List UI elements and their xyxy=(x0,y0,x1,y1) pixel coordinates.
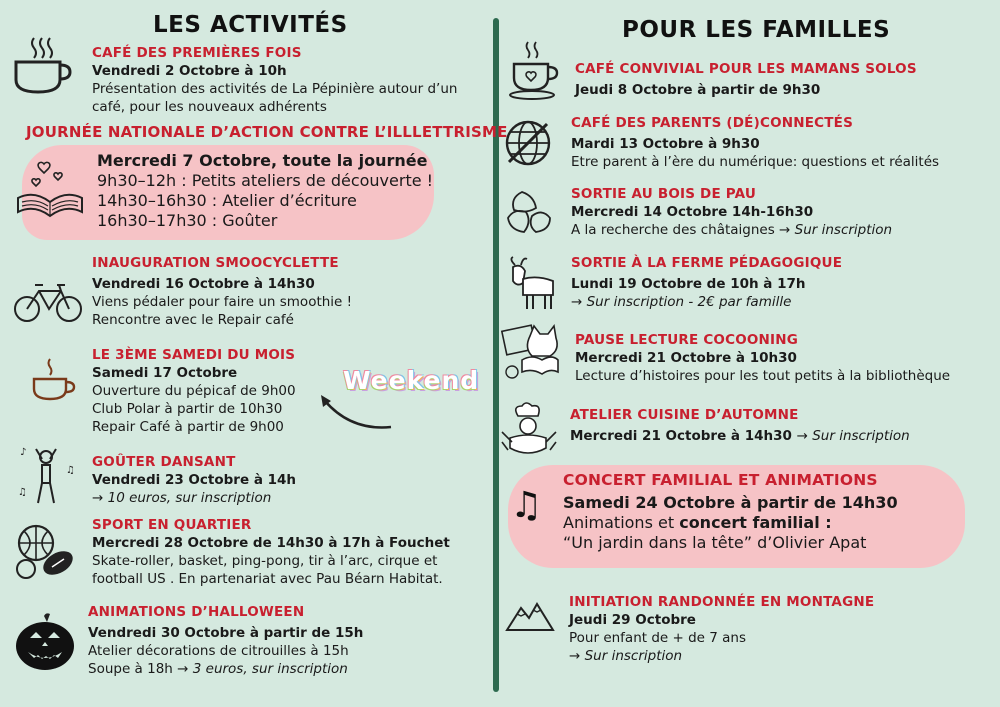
event-title: PAUSE LECTURE COCOONING xyxy=(575,332,799,348)
column-divider xyxy=(493,18,499,692)
event-line: Présentation des activités de La Pépinière autour d’un xyxy=(92,81,458,97)
coffee-cup-icon xyxy=(10,34,72,96)
event-title-illettrisme: JOURNÉE NATIONALE D’ACTION CONTRE L’ILLLETTRISME xyxy=(26,123,508,141)
event-line: 14h30–16h30 : Atelier d’écriture xyxy=(97,191,357,210)
chef-cooking-icon xyxy=(500,402,558,460)
left-heading: LES ACTIVITÉS xyxy=(153,12,348,38)
event-line: Atelier décorations de citrouilles à 15h xyxy=(88,643,349,659)
chestnuts-icon xyxy=(504,188,554,236)
event-title: CONCERT FAMILIAL ET ANIMATIONS xyxy=(563,471,878,489)
cat-reading-icon xyxy=(500,320,562,382)
goat-icon xyxy=(505,255,561,313)
event-title: SORTIE À LA FERME PÉDAGOGIQUE xyxy=(571,255,843,271)
dancing-person-icon xyxy=(16,443,78,507)
weekend-label: Weekend xyxy=(343,366,480,395)
event-date: Mercredi 7 Octobre, toute la journée xyxy=(97,151,428,170)
event-ferme-pedagogique xyxy=(571,255,842,311)
event-title: ATELIER CUISINE D’AUTOMNE xyxy=(570,407,799,423)
event-date: Samedi 17 Octobre xyxy=(92,365,238,381)
event-note: → Sur inscription xyxy=(569,648,683,664)
event-line: Skate-roller, basket, ping-pong, tir à l’arc, cirque et xyxy=(92,553,438,569)
event-line: Repair Café à partir de 9h00 xyxy=(92,419,284,435)
curved-arrow-icon xyxy=(315,393,395,433)
event-date: Vendredi 2 Octobre à 10h xyxy=(92,63,287,79)
event-line-plain: Soupe à 18h xyxy=(88,661,178,677)
event-line: Lecture d’histoires pour les tout petits à la bibliothèque xyxy=(575,368,951,384)
event-randonnee xyxy=(569,594,874,665)
event-title: INAUGURATION SMOOCYCLETTE xyxy=(92,255,339,271)
event-date: Mercredi 28 Octobre de 14h30 à 17h à Fouchet xyxy=(92,535,450,551)
event-date: Jeudi 29 Octobre xyxy=(569,612,696,628)
event-title: SPORT EN QUARTIER xyxy=(92,517,252,533)
event-sport-quartier xyxy=(92,517,450,588)
pumpkin-icon xyxy=(14,612,76,672)
event-gouter-dansant xyxy=(92,454,296,507)
event-bois-de-pau xyxy=(571,186,892,239)
event-date: Vendredi 16 Octobre à 14h30 xyxy=(92,276,315,292)
svg-text:♫: ♫ xyxy=(66,465,75,476)
event-illettrisme xyxy=(97,151,433,231)
event-line: Rencontre avec le Repair café xyxy=(92,312,294,328)
no-internet-globe-icon xyxy=(503,118,553,168)
event-date: Jeudi 8 Octobre à partir de 9h30 xyxy=(575,82,821,98)
mountains-icon xyxy=(505,600,555,632)
event-line: football US . En partenariat avec Pau Béarn Habitat. xyxy=(92,571,443,587)
open-book-hearts-icon xyxy=(14,158,86,222)
event-line xyxy=(571,221,892,239)
event-title: SORTIE AU BOIS DE PAU xyxy=(571,186,757,202)
event-line: Etre parent à l’ère du numérique: questions et réalités xyxy=(571,154,940,170)
event-note: → Sur inscription xyxy=(796,428,910,444)
event-3eme-samedi xyxy=(92,347,296,436)
event-date: Vendredi 30 Octobre à partir de 15h xyxy=(88,625,364,641)
svg-text:♫: ♫ xyxy=(18,487,27,498)
event-date: Mercredi 21 Octobre à 14h30 xyxy=(570,428,797,444)
event-date: Vendredi 23 Octobre à 14h xyxy=(92,472,297,488)
event-line-bold: concert familial : xyxy=(679,513,832,532)
event-pause-lecture xyxy=(575,332,950,385)
music-notes-icon: ♫ xyxy=(510,485,543,526)
event-line xyxy=(88,660,363,678)
event-parents-deconnectes xyxy=(571,115,939,171)
event-halloween xyxy=(88,604,363,678)
event-line-plain: A la recherche des châtaignes xyxy=(571,222,780,238)
event-title: CAFÉ DES PREMIÈRES FOIS xyxy=(92,45,302,61)
event-cafe-premieres-fois xyxy=(92,45,457,116)
coffee-cup-icon xyxy=(30,355,80,405)
event-line: 9h30–12h : Petits ateliers de découverte ! xyxy=(97,171,434,190)
event-note: → 3 euros, sur inscription xyxy=(177,661,348,677)
event-date: Mercredi 14 Octobre 14h-16h30 xyxy=(571,204,814,220)
event-line: café, pour les nouveaux adhérents xyxy=(92,99,327,115)
event-title: ANIMATIONS D’HALLOWEEN xyxy=(88,604,305,620)
event-title: CAFÉ DES PARENTS (DÉ)CONNECTÉS xyxy=(571,115,854,131)
event-date: Mardi 13 Octobre à 9h30 xyxy=(571,136,760,152)
svg-text:♪: ♪ xyxy=(20,447,27,458)
event-note: → 10 euros, sur inscription xyxy=(92,490,272,506)
sports-balls-icon xyxy=(14,523,78,581)
right-heading: POUR LES FAMILLES xyxy=(622,17,891,43)
event-date: Samedi 24 Octobre à partir de 14h30 xyxy=(563,493,898,512)
event-mamans-solos xyxy=(575,61,917,99)
event-date: Lundi 19 Octobre de 10h à 17h xyxy=(571,276,806,292)
event-title: INITIATION RANDONNÉE EN MONTAGNE xyxy=(569,594,875,610)
event-line xyxy=(570,427,910,445)
event-title: LE 3ÈME SAMEDI DU MOIS xyxy=(92,347,296,363)
event-line: “Un jardin dans la tête” d’Olivier Apat xyxy=(563,533,867,552)
coffee-cup-heart-icon xyxy=(508,40,564,102)
event-title: GOÛTER DANSANT xyxy=(92,454,236,470)
event-line-plain: Animations et xyxy=(563,513,680,532)
event-smoocyclette xyxy=(92,255,352,329)
event-date: Mercredi 21 Octobre à 10h30 xyxy=(575,350,797,366)
event-line: 16h30–17h30 : Goûter xyxy=(97,211,278,230)
event-title: CAFÉ CONVIVIAL POUR LES MAMANS SOLOS xyxy=(575,61,917,77)
event-line: Ouverture du pépicaf de 9h00 xyxy=(92,383,296,399)
event-concert-familial xyxy=(563,472,898,553)
event-note: → Sur inscription - 2€ par famille xyxy=(571,294,792,310)
event-note: → Sur inscription xyxy=(779,222,893,238)
event-cuisine-automne xyxy=(570,407,910,445)
bicycle-icon xyxy=(13,277,83,325)
event-line: Club Polar à partir de 10h30 xyxy=(92,401,283,417)
event-line: Viens pédaler pour faire un smoothie ! xyxy=(92,294,353,310)
event-line xyxy=(563,513,898,533)
event-line: Pour enfant de + de 7 ans xyxy=(569,630,747,646)
